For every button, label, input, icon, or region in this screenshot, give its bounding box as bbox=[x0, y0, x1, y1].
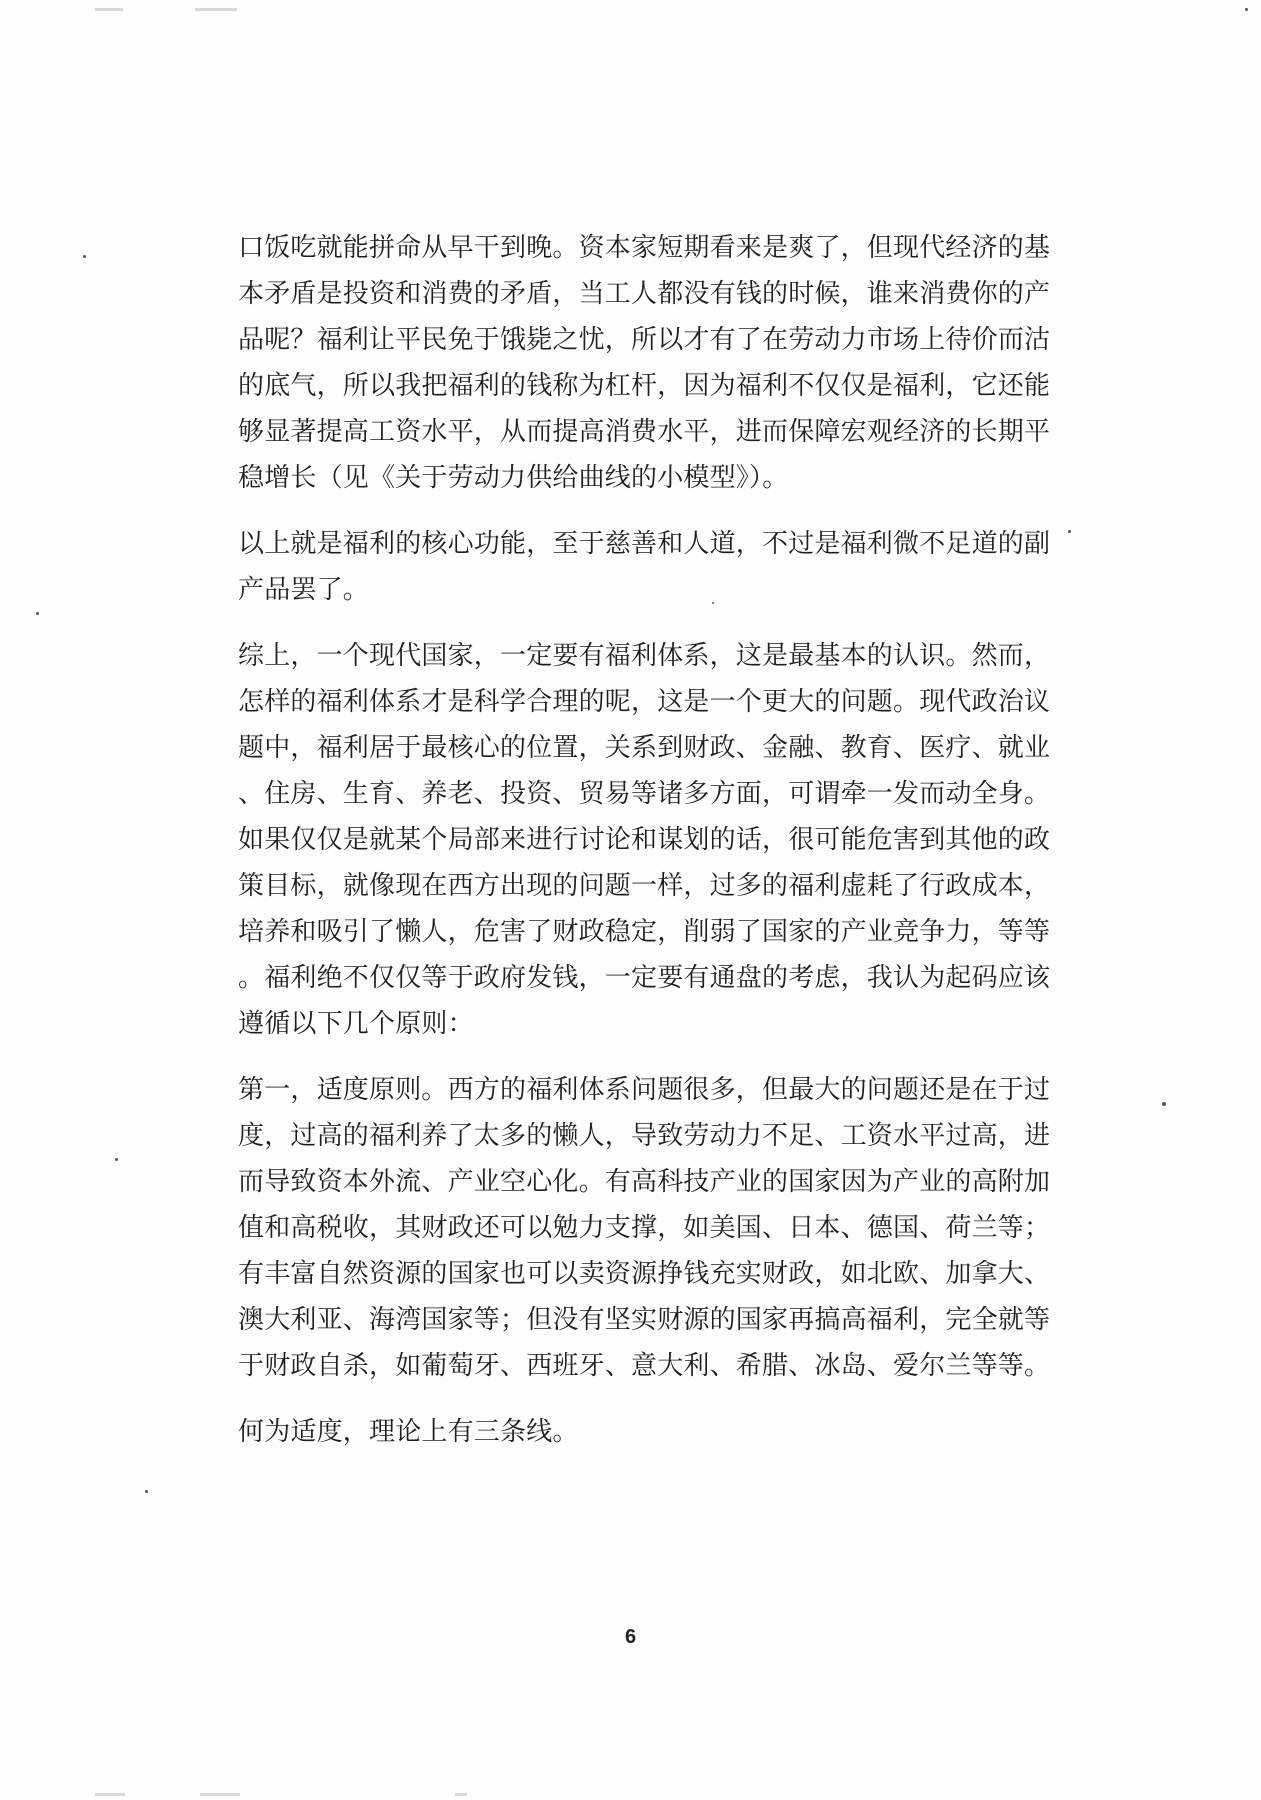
text-line: 的底气，所以我把福利的钱称为杠杆，因为福利不仅仅是福利，它还能 bbox=[238, 371, 1051, 401]
scan-mark-top-left bbox=[95, 8, 123, 11]
body-text bbox=[238, 225, 1058, 1455]
scan-speck bbox=[1068, 530, 1071, 533]
text-line: 如果仅仅是就某个局部来进行讨论和谋划的话，很可能危害到其他的政 bbox=[238, 825, 1051, 855]
paragraph-5 bbox=[238, 1409, 1058, 1455]
scan-mark-top-mid bbox=[195, 8, 237, 11]
text-line: 何为适度，理论上有三条线。 bbox=[238, 1417, 579, 1447]
text-line: 怎样的福利体系才是科学合理的呢，这是一个更大的问题。现代政治议 bbox=[238, 687, 1051, 717]
text-line: 值和高税收，其财政还可以勉力支撑，如美国、日本、德国、荷兰等； bbox=[238, 1213, 1051, 1243]
scan-speck bbox=[145, 1490, 148, 1493]
text-line: 稳增长（见《关于劳动力供给曲线的小模型》）。 bbox=[238, 463, 789, 493]
scan-speck bbox=[1162, 1102, 1166, 1106]
paragraph-3 bbox=[238, 633, 1058, 1047]
text-line: 。福利绝不仅仅等于政府发钱，一定要有通盘的考虑，我认为起码应该 bbox=[238, 963, 1051, 993]
text-line: 培养和吸引了懒人，危害了财政稳定，削弱了国家的产业竞争力，等等 bbox=[238, 917, 1051, 947]
paragraph-1 bbox=[238, 225, 1058, 501]
paragraph-2 bbox=[238, 521, 1058, 613]
text-line: 遵循以下几个原则： bbox=[238, 1009, 474, 1039]
text-line: 而导致资本外流、产业空心化。有高科技产业的国家因为产业的高附加 bbox=[238, 1167, 1051, 1197]
text-line: 第一，适度原则。西方的福利体系问题很多，但最大的问题还是在于过 bbox=[238, 1075, 1051, 1105]
text-line: 本矛盾是投资和消费的矛盾，当工人都没有钱的时候，谁来消费你的产 bbox=[238, 279, 1051, 309]
text-line: 度，过高的福利养了太多的懒人，导致劳动力不足、工资水平过高，进 bbox=[238, 1121, 1051, 1151]
text-line: 题中，福利居于最核心的位置，关系到财政、金融、教育、医疗、就业 bbox=[238, 733, 1051, 763]
paragraph-4 bbox=[238, 1067, 1058, 1389]
text-line: 、住房、生育、养老、投资、贸易等诸多方面，可谓牵一发而动全身。 bbox=[238, 779, 1051, 809]
text-line: 澳大利亚、海湾国家等；但没有坚实财源的国家再搞高福利，完全就等 bbox=[238, 1305, 1051, 1335]
scan-mark-bottom-mid bbox=[200, 1793, 240, 1796]
scan-speck bbox=[1245, 8, 1248, 11]
text-line: 产品罢了。 bbox=[238, 575, 370, 605]
text-line: 口饭吃就能拼命从早干到晚。资本家短期看来是爽了，但现代经济的基 bbox=[238, 233, 1051, 263]
text-line: 品呢？福利让平民免于饿毙之忧，所以才有了在劳动力市场上待价而沽 bbox=[238, 325, 1051, 355]
text-line: 够显著提高工资水平，从而提高消费水平，进而保障宏观经济的长期平 bbox=[238, 417, 1051, 447]
text-line: 综上，一个现代国家，一定要有福利体系，这是最基本的认识。然而， bbox=[238, 641, 1051, 671]
text-line: 于财政自杀，如葡萄牙、西班牙、意大利、希腊、冰岛、爱尔兰等等。 bbox=[238, 1351, 1051, 1381]
scan-mark-bottom-right bbox=[455, 1793, 467, 1796]
scan-mark-bottom-left bbox=[95, 1793, 125, 1796]
scan-speck bbox=[83, 255, 86, 258]
text-line: 策目标，就像现在西方出现的问题一样，过多的福利虚耗了行政成本， bbox=[238, 871, 1051, 901]
scan-speck bbox=[36, 612, 39, 615]
text-line: 以上就是福利的核心功能，至于慈善和人道，不过是福利微不足道的副 bbox=[238, 529, 1051, 559]
text-line: 有丰富自然资源的国家也可以卖资源挣钱充实财政，如北欧、加拿大、 bbox=[238, 1259, 1051, 1289]
page-number: 6 bbox=[624, 1626, 637, 1648]
scan-speck bbox=[115, 1158, 118, 1161]
